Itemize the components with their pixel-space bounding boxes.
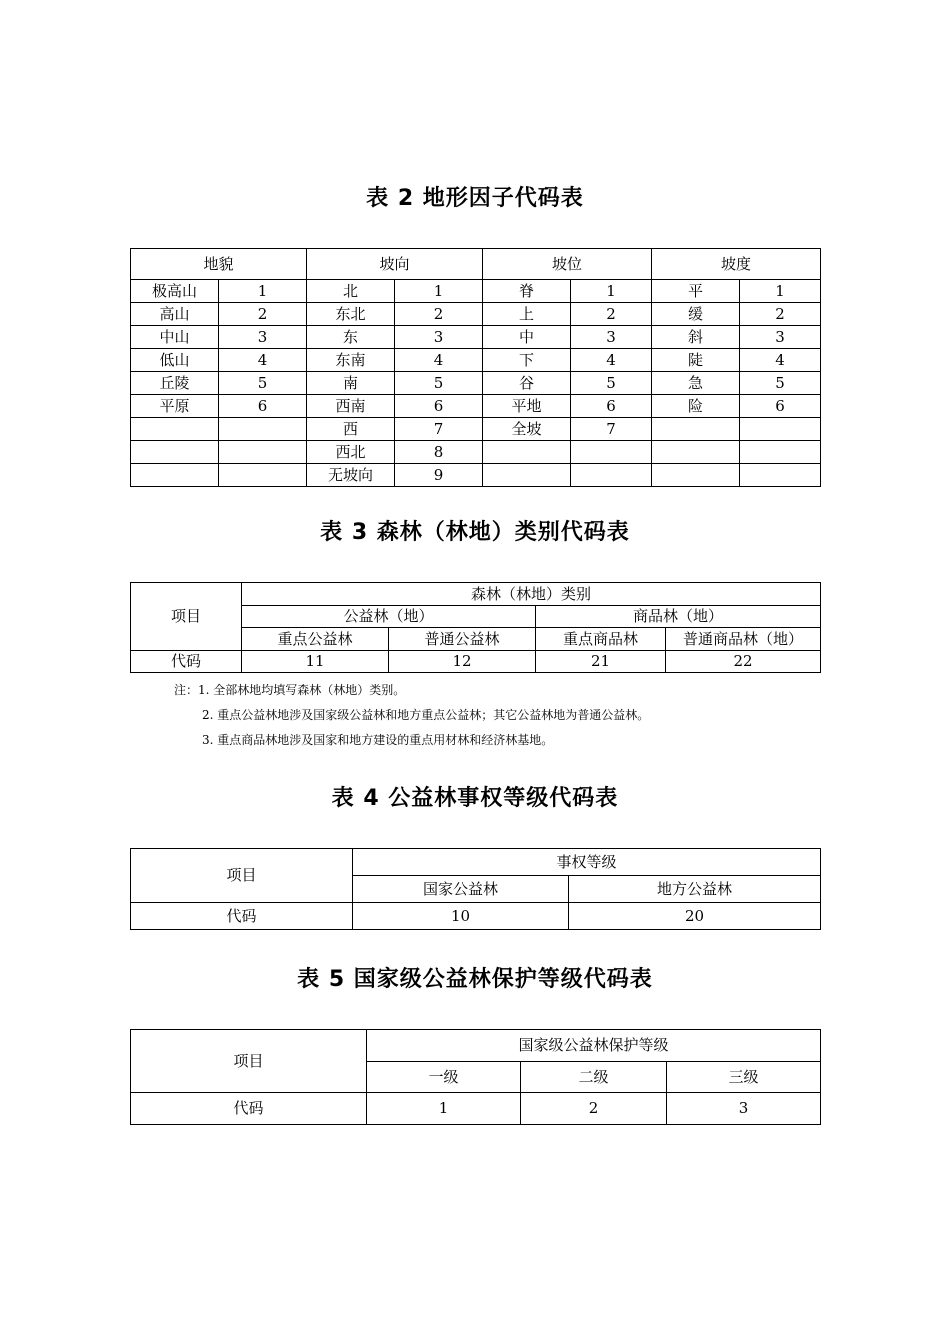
subheader-cell: 一级	[367, 1062, 521, 1093]
table-cell: 1	[740, 280, 821, 303]
table-cell	[740, 464, 821, 487]
table-cell: 5	[571, 372, 652, 395]
table-cell: 6	[740, 395, 821, 418]
category-header: 事权等级	[353, 849, 821, 876]
commercial-forest-header: 商品林（地）	[536, 606, 821, 628]
public-welfare-forest-header: 公益林（地）	[242, 606, 536, 628]
subheader-cell: 国家公益林	[353, 876, 569, 903]
protection-level-code-table	[130, 1029, 821, 1125]
table-cell: 无坡向	[307, 464, 395, 487]
table-cell: 6	[571, 395, 652, 418]
table3-title: 表 3 森林（林地）类别代码表	[320, 520, 630, 545]
table-cell: 7	[571, 418, 652, 441]
terrain-code-table	[130, 248, 821, 487]
note-line: 3. 重点商品林地涉及国家和地方建设的重点用材林和经济林基地。	[202, 733, 554, 747]
code-label: 代码	[131, 651, 242, 673]
table-cell	[571, 441, 652, 464]
table-row	[131, 441, 821, 464]
code-cell: 1	[367, 1093, 521, 1125]
authority-level-code-table	[130, 848, 821, 930]
note-line: 注：1. 全部林地均填写森林（林地）类别。	[174, 683, 406, 697]
table-cell: 极高山	[131, 280, 219, 303]
table-cell	[131, 441, 219, 464]
table-cell: 1	[571, 280, 652, 303]
table-row	[131, 372, 821, 395]
subheader-cell: 地方公益林	[569, 876, 821, 903]
table-cell	[740, 418, 821, 441]
table-cell: 脊	[483, 280, 571, 303]
table5-title: 表 5 国家级公益林保护等级代码表	[297, 967, 653, 992]
table-cell: 3	[740, 326, 821, 349]
table-cell: 斜	[652, 326, 740, 349]
subheader-cell: 普通商品林（地）	[666, 628, 821, 651]
code-cell: 22	[666, 651, 821, 673]
table3-notes	[174, 678, 649, 753]
subheader-cell: 三级	[667, 1062, 821, 1093]
table-cell: 险	[652, 395, 740, 418]
table-cell: 低山	[131, 349, 219, 372]
table-cell	[483, 441, 571, 464]
code-cell: 2	[521, 1093, 667, 1125]
note-line: 2. 重点公益林地涉及国家级公益林和地方重点公益林；其它公益林地为普通公益林。	[202, 708, 650, 722]
subheader-cell: 二级	[521, 1062, 667, 1093]
code-cell: 10	[353, 903, 569, 930]
table-cell	[652, 441, 740, 464]
header-slope-position: 坡位	[483, 249, 652, 280]
table-cell: 陡	[652, 349, 740, 372]
table-cell: 6	[219, 395, 307, 418]
table-cell: 8	[395, 441, 483, 464]
forest-category-code-table	[130, 582, 821, 673]
table-row	[131, 303, 821, 326]
table-row	[131, 326, 821, 349]
subheader-cell: 重点商品林	[536, 628, 666, 651]
table-cell: 上	[483, 303, 571, 326]
table-cell: 9	[395, 464, 483, 487]
table-cell: 3	[571, 326, 652, 349]
table-cell: 4	[740, 349, 821, 372]
table-cell	[571, 464, 652, 487]
table-cell: 谷	[483, 372, 571, 395]
category-header: 森林（林地）类别	[242, 583, 821, 606]
table-cell: 西	[307, 418, 395, 441]
subheader-cell: 重点公益林	[242, 628, 389, 651]
header-landform: 地貌	[131, 249, 307, 280]
table-cell: 急	[652, 372, 740, 395]
table-cell: 平地	[483, 395, 571, 418]
code-cell: 12	[389, 651, 536, 673]
table-cell	[219, 418, 307, 441]
table-cell: 高山	[131, 303, 219, 326]
table-cell: 东	[307, 326, 395, 349]
table4-title: 表 4 公益林事权等级代码表	[331, 786, 619, 811]
table-cell: 6	[395, 395, 483, 418]
category-header: 国家级公益林保护等级	[367, 1030, 821, 1062]
table-row	[131, 418, 821, 441]
table-cell: 1	[219, 280, 307, 303]
table-cell: 2	[571, 303, 652, 326]
table-cell: 5	[740, 372, 821, 395]
table-cell: 北	[307, 280, 395, 303]
code-cell: 3	[667, 1093, 821, 1125]
table-cell: 丘陵	[131, 372, 219, 395]
table-row	[131, 464, 821, 487]
table-cell: 缓	[652, 303, 740, 326]
item-label: 项目	[131, 583, 242, 651]
table2-title: 表 2 地形因子代码表	[366, 186, 584, 211]
table-cell	[483, 464, 571, 487]
table-cell: 3	[219, 326, 307, 349]
table-cell: 4	[395, 349, 483, 372]
table-cell: 5	[219, 372, 307, 395]
table-cell	[131, 418, 219, 441]
table-row	[131, 280, 821, 303]
table-cell: 2	[219, 303, 307, 326]
header-aspect: 坡向	[307, 249, 483, 280]
item-label: 项目	[131, 849, 353, 903]
subheader-cell: 普通公益林	[389, 628, 536, 651]
table-row	[131, 349, 821, 372]
table-cell: 东北	[307, 303, 395, 326]
table-cell: 平	[652, 280, 740, 303]
table-cell: 4	[219, 349, 307, 372]
table-cell: 2	[395, 303, 483, 326]
table-cell: 平原	[131, 395, 219, 418]
table-cell: 西北	[307, 441, 395, 464]
code-label: 代码	[131, 903, 353, 930]
table-cell: 中山	[131, 326, 219, 349]
table-cell: 下	[483, 349, 571, 372]
table-cell: 2	[740, 303, 821, 326]
header-gradient: 坡度	[652, 249, 821, 280]
table-cell: 中	[483, 326, 571, 349]
table-cell	[131, 464, 219, 487]
table-cell	[652, 418, 740, 441]
table-cell	[219, 441, 307, 464]
table-cell: 4	[571, 349, 652, 372]
code-cell: 20	[569, 903, 821, 930]
item-label: 项目	[131, 1030, 367, 1093]
table-row	[131, 395, 821, 418]
table-cell	[219, 464, 307, 487]
table-cell: 南	[307, 372, 395, 395]
code-label: 代码	[131, 1093, 367, 1125]
table-cell: 西南	[307, 395, 395, 418]
table-cell	[652, 464, 740, 487]
table-cell: 全坡	[483, 418, 571, 441]
code-cell: 21	[536, 651, 666, 673]
table-cell: 5	[395, 372, 483, 395]
table-cell	[740, 441, 821, 464]
table-cell: 7	[395, 418, 483, 441]
table-cell: 1	[395, 280, 483, 303]
table-cell: 东南	[307, 349, 395, 372]
table-cell: 3	[395, 326, 483, 349]
code-cell: 11	[242, 651, 389, 673]
